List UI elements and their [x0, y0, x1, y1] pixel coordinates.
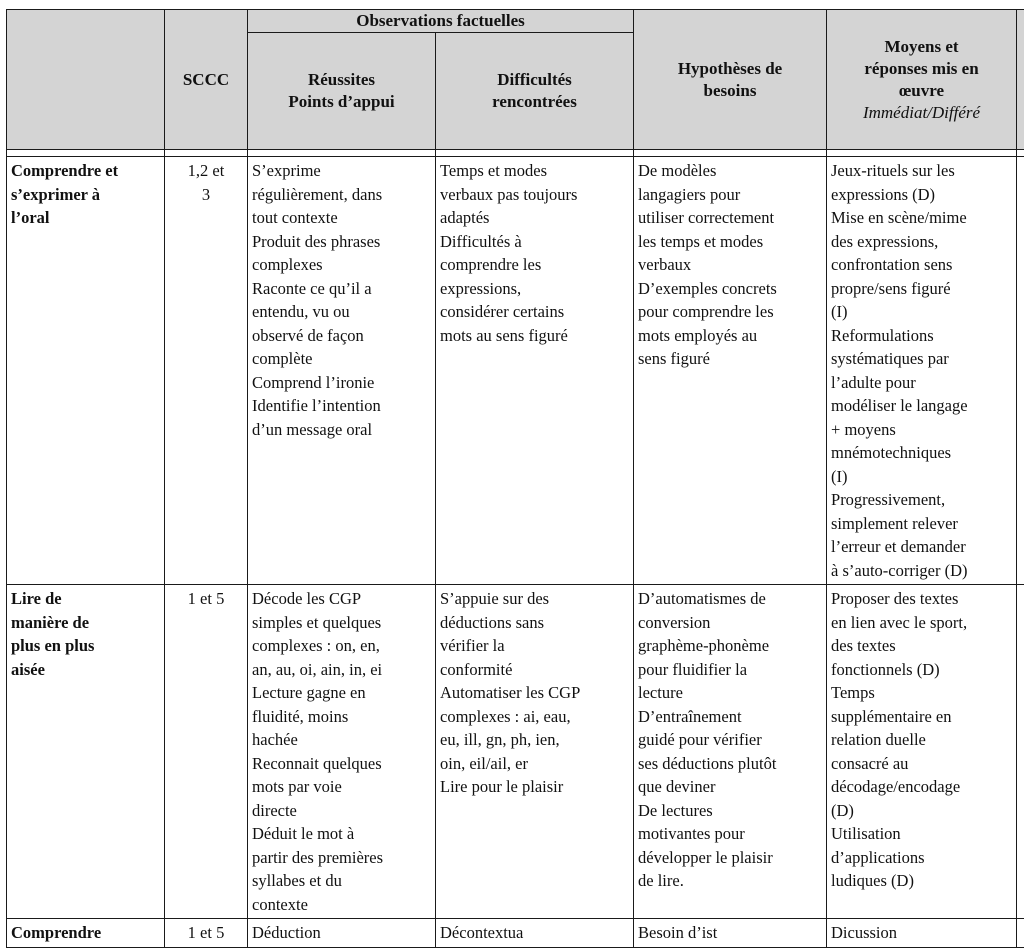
- evaluation-table: [6, 9, 1024, 948]
- cell-difficultes: Temps et modes verbaux pas toujours adaptés Difficultés à comprendre les expressions, considérer certains mots au sens figuré: [436, 157, 634, 585]
- header-filler: [1017, 10, 1024, 150]
- table-row: [7, 585, 1024, 919]
- header-reussites: Réussites Points d’appui: [248, 33, 436, 150]
- table-row-partial: [7, 919, 1024, 948]
- header-sccc: SCCC: [165, 10, 248, 150]
- cell-difficultes: S’appuie sur des déductions sans vérifier la conformité Automatiser les CGP complexes : ai, eau, eu, ill, gn, ph, ien, oin, eil/ail, er Lire pour le plaisir: [436, 585, 634, 919]
- cell-hypotheses: Besoin d’ist: [634, 919, 827, 948]
- cell-domain: Comprendre: [7, 919, 165, 948]
- table-row: [7, 157, 1024, 585]
- cell-hypotheses: De modèles langagiers pour utiliser correctement les temps et modes verbaux D’exemples concrets pour comprendre les mots employés au sens figuré: [634, 157, 827, 585]
- cell-moyens: Jeux-rituels sur les expressions (D) Mise en scène/mime des expressions, confrontation sens propre/sens figuré (I) Reformulations systématiques par l’adulte pour modéliser le langage + moyens mnémotechniques (I) Progressivement, simplement relever l’erreur et demander à s’auto-corriger (D): [827, 157, 1017, 585]
- header-observations: Observations factuelles: [248, 10, 634, 33]
- cell-sccc: 1 et 5: [165, 585, 248, 919]
- header-difficultes: Difficultés rencontrées: [436, 33, 634, 150]
- header-moyens: Moyens et réponses mis en œuvre Immédiat/Différé: [827, 10, 1017, 150]
- cell-hypotheses: D’automatismes de conversion graphème-phonème pour fluidifier la lecture D’entraînement guidé pour vérifier ses déductions plutôt que deviner De lectures motivantes pour développer le plaisir de lire.: [634, 585, 827, 919]
- cell-sccc: 1,2 et 3: [165, 157, 248, 585]
- header-domain: [7, 10, 165, 150]
- cell-reussites: S’exprime régulièrement, dans tout contexte Produit des phrases complexes Raconte ce qu’il a entendu, vu ou observé de façon complète Comprend l’ironie Identifie l’intention d’un message oral: [248, 157, 436, 585]
- header-moyens-subtitle: Immédiat/Différé: [831, 102, 1012, 124]
- cell-domain: Lire de manière de plus en plus aisée: [7, 585, 165, 919]
- cell-sccc: 1 et 5: [165, 919, 248, 948]
- cell-difficultes: Décontextua: [436, 919, 634, 948]
- cell-domain: Comprendre et s’exprimer à l’oral: [7, 157, 165, 585]
- header-hypotheses: Hypothèses de besoins: [634, 10, 827, 150]
- cell-reussites: Décode les CGP simples et quelques complexes : on, en, an, au, oi, ain, in, ei Lecture gagne en fluidité, moins hachée Reconnait quelques mots par voie directe Déduit le mot à partir des premières syllabes et du contexte: [248, 585, 436, 919]
- cell-reussites: Déduction: [248, 919, 436, 948]
- cell-moyens: Proposer des textes en lien avec le sport, des textes fonctionnels (D) Temps supplémentaire en relation duelle consacré au décodage/encodage (D) Utilisation d’applications ludiques (D): [827, 585, 1017, 919]
- cell-moyens: Dicussion: [827, 919, 1017, 948]
